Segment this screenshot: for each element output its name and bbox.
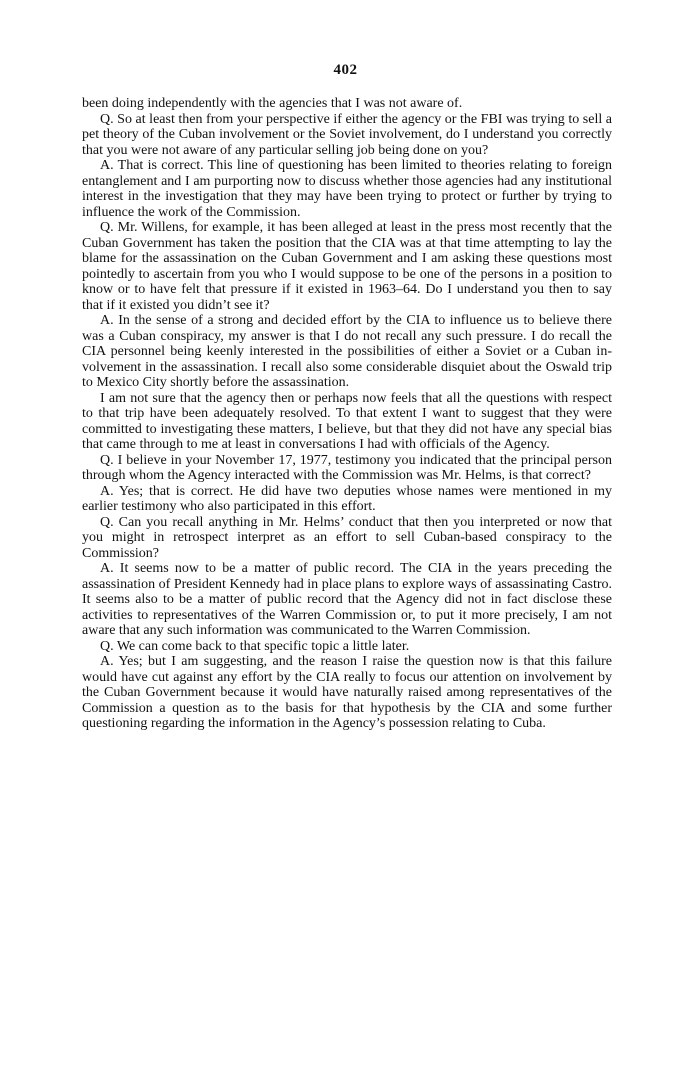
paragraph-question: Q. Mr. Willens, for example, it has been alleged at least in the press most recently that the Cuban Government has taken the position that the CIA was at that time attempting to lay the blame for the assassination on the Cuban Government and I am asking these questions most pointedly to ascertain from you who I would suppose to be one of the persons in a position to know or to have felt that pressure if it existed in 1963–64. Do I understand you then to say that if it existed you didn’t see it?: [82, 220, 612, 313]
paragraph-question: Q. I believe in your November 17, 1977, testimony you indicated that the principal person through whom the Agency interacted with the Commission was Mr. Helms, is that correct?: [82, 452, 612, 483]
paragraph-answer: A. Yes; but I am suggesting, and the reason I raise the question now is that this failure would have cut against any effort by the CIA really to focus our attention on involvement by the Cuban Government because it would have naturally raised among representatives of the Commission a question as to the basis for that hypothesis by the CIA and some further questioning regarding the information in the Agency’s possession relating to Cuba.: [82, 654, 612, 731]
paragraph-continuation: been doing independently with the agencies that I was not aware of.: [82, 96, 463, 111]
paragraph-answer: A. That is correct. This line of questioning has been limited to theories relating to foreign entanglement and I am purporting now to discuss whether those agencies had any institutional interest in the investigation that they may have been trying to protect or further by trying to influence the work of the Commission.: [82, 158, 612, 220]
page-number: 402: [333, 62, 358, 78]
paragraph-answer: A. It seems now to be a matter of public record. The CIA in the years preceding the assassination of President Kennedy had in place plans to explore ways of assassinating Castro. It seems also to be a matter of public record that the Agency did not in fact disclose these activities to representatives of the Warren Commission or, to put it more precisely, I am not aware that any such information was communicated to the Warren Commission.: [82, 561, 612, 638]
paragraph-question: Q. We can come back to that specific topic a little later.: [100, 638, 410, 654]
testimony-text: [82, 96, 612, 732]
paragraph-answer: A. Yes; that is correct. He did have two deputies whose names were mentioned in my earlier testimony who also participated in this effort.: [82, 483, 612, 514]
paragraph-answer-continued: I am not sure that the agency then or perhaps now feels that all the questions with respect to that trip have been adequately resolved. To that extent I want to suggest that they were committed to investigating these matters, I believe, but that they did not have any special bias that came through to me at least in conversations I had with officials of the Agency.: [82, 390, 612, 452]
paragraph-answer: A. In the sense of a strong and decided effort by the CIA to influence us to believe there was a Cuban conspiracy, my answer is that I do not recall any such pressure. I do recall the CIA personnel being keenly interested in the possibilities of either a Soviet or a Cuban involvement in the assassination. I recall also some considerable disquiet about the Oswald trip to Mexico City shortly before the assassination.: [82, 313, 612, 390]
paragraph-question: Q. So at least then from your perspective if either the agency or the FBI was trying to sell a pet theory of the Cuban involvement or the Soviet involvement, do I understand you correctly that you were not aware of any particular selling job being done on you?: [82, 111, 612, 158]
paragraph-question: Q. Can you recall anything in Mr. Helms’ conduct that then you interpreted or now that you might in retrospect interpret as an effort to sell Cuban-based conspiracy to the Commission?: [82, 514, 612, 561]
